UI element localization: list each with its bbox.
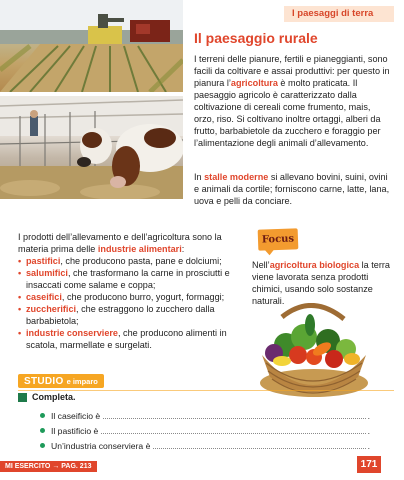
livestock-text-end: si allevano bovini, suini, ovini e animali da cortile; forniscono carne, latte, lana, uova e pelli da conciare. xyxy=(194,172,390,206)
list-item-text: , che estraggono lo zucchero dalla barbabietola; xyxy=(26,304,215,326)
exercise-period: . xyxy=(367,411,370,421)
list-item-text: , che producono alimenti in scatola, marmellate e surgelati. xyxy=(26,328,227,350)
section-tag: I paesaggi di terra xyxy=(284,6,394,22)
food-industry-intro xyxy=(18,231,250,255)
studio-divider xyxy=(18,390,394,391)
focus-text-start: Nell’ xyxy=(252,260,270,270)
bullet-dot-icon xyxy=(40,428,45,433)
livestock-text-start: In xyxy=(194,172,205,182)
food-industry-intro-text: I prodotti dell’allevamento e dell’agricoltura sono la materia prima delle xyxy=(18,232,222,254)
studio-label: STUDIO xyxy=(24,375,64,387)
list-item xyxy=(18,327,250,351)
focus-text xyxy=(252,259,392,307)
studio-tag xyxy=(18,374,104,388)
studio-sublabel: e imparo xyxy=(66,376,98,386)
page-title: Il paesaggio rurale xyxy=(194,30,318,46)
exercise-prompt: Un’industria conserviera è xyxy=(51,441,151,451)
agricoltura-term: agricoltura xyxy=(230,78,278,88)
list-item xyxy=(18,267,250,291)
list-item-term: caseifici xyxy=(26,292,62,302)
exercise-row xyxy=(40,439,370,451)
focus-badge-label: Focus xyxy=(261,233,295,246)
industry-list xyxy=(18,255,250,351)
task-instruction xyxy=(18,392,76,402)
harvest-field-photo xyxy=(0,0,183,92)
answer-line[interactable] xyxy=(103,418,365,419)
list-item-text: , che trasformano la carne in prosciutti e insaccati come salame e coppa; xyxy=(26,268,230,290)
livestock-paragraph xyxy=(194,171,390,207)
industrie-alimentari-term: industrie alimentari xyxy=(97,244,182,254)
exercise-reference: MI ESERCITO → PAG. 213 xyxy=(0,461,97,472)
bullet-dot-icon xyxy=(40,443,45,448)
exercise-row xyxy=(40,424,370,436)
list-item xyxy=(18,303,250,327)
task-instruction-text: Completa. xyxy=(32,392,76,402)
list-item-term: industrie conserviere xyxy=(26,328,118,338)
food-industry-intro-colon: : xyxy=(181,244,185,254)
stalle-moderne-term: stalle moderne xyxy=(204,172,269,182)
intro-paragraph xyxy=(194,53,390,149)
vegetable-basket-image xyxy=(252,303,372,399)
list-item-term: salumifici xyxy=(26,268,68,278)
agricoltura-biologica-term: agricoltura biologica xyxy=(269,260,360,270)
intro-text-end: è molto praticata. Il paesaggio agricolo è caratterizzato dalla coltivazione di cereali come frumento, mais, orzo, riso. Si coltivano inoltre ortaggi, alberi da frutto, barbabietole da zucchero e foraggio per l’alimentazione degli animali d’allevamento. xyxy=(194,78,381,148)
exercise-prompt: Il pastificio è xyxy=(51,426,99,436)
cow-stable-photo xyxy=(0,96,183,199)
list-item-text: , che producono pasta, pane e dolciumi; xyxy=(60,256,222,266)
focus-badge xyxy=(258,228,299,250)
answer-line[interactable] xyxy=(153,448,365,449)
bullet-dot-icon xyxy=(40,413,45,418)
exercise-row xyxy=(40,409,370,421)
food-industry-section xyxy=(18,231,250,351)
list-item xyxy=(18,291,250,303)
exercise-period: . xyxy=(367,426,370,436)
list-item-term: pastifici xyxy=(26,256,61,266)
intro-text-start: I terreni delle pianure, fertili e pianeggianti, sono facili da coltivare e assai produttivi: per questo in pianura l’ xyxy=(194,54,390,88)
list-item-text: , che producono burro, yogurt, formaggi; xyxy=(61,292,225,302)
focus-text-end: la terra viene lavorata senza prodotti chimici, usando solo sostanze naturali. xyxy=(252,260,390,306)
exercise-prompt: Il caseificio è xyxy=(51,411,101,421)
list-item-term: zuccherifici xyxy=(26,304,77,314)
page-number: 171 xyxy=(357,456,381,473)
exercise-period: . xyxy=(367,441,370,451)
list-item xyxy=(18,255,250,267)
task-square-icon xyxy=(18,393,27,402)
answer-line[interactable] xyxy=(101,433,365,434)
